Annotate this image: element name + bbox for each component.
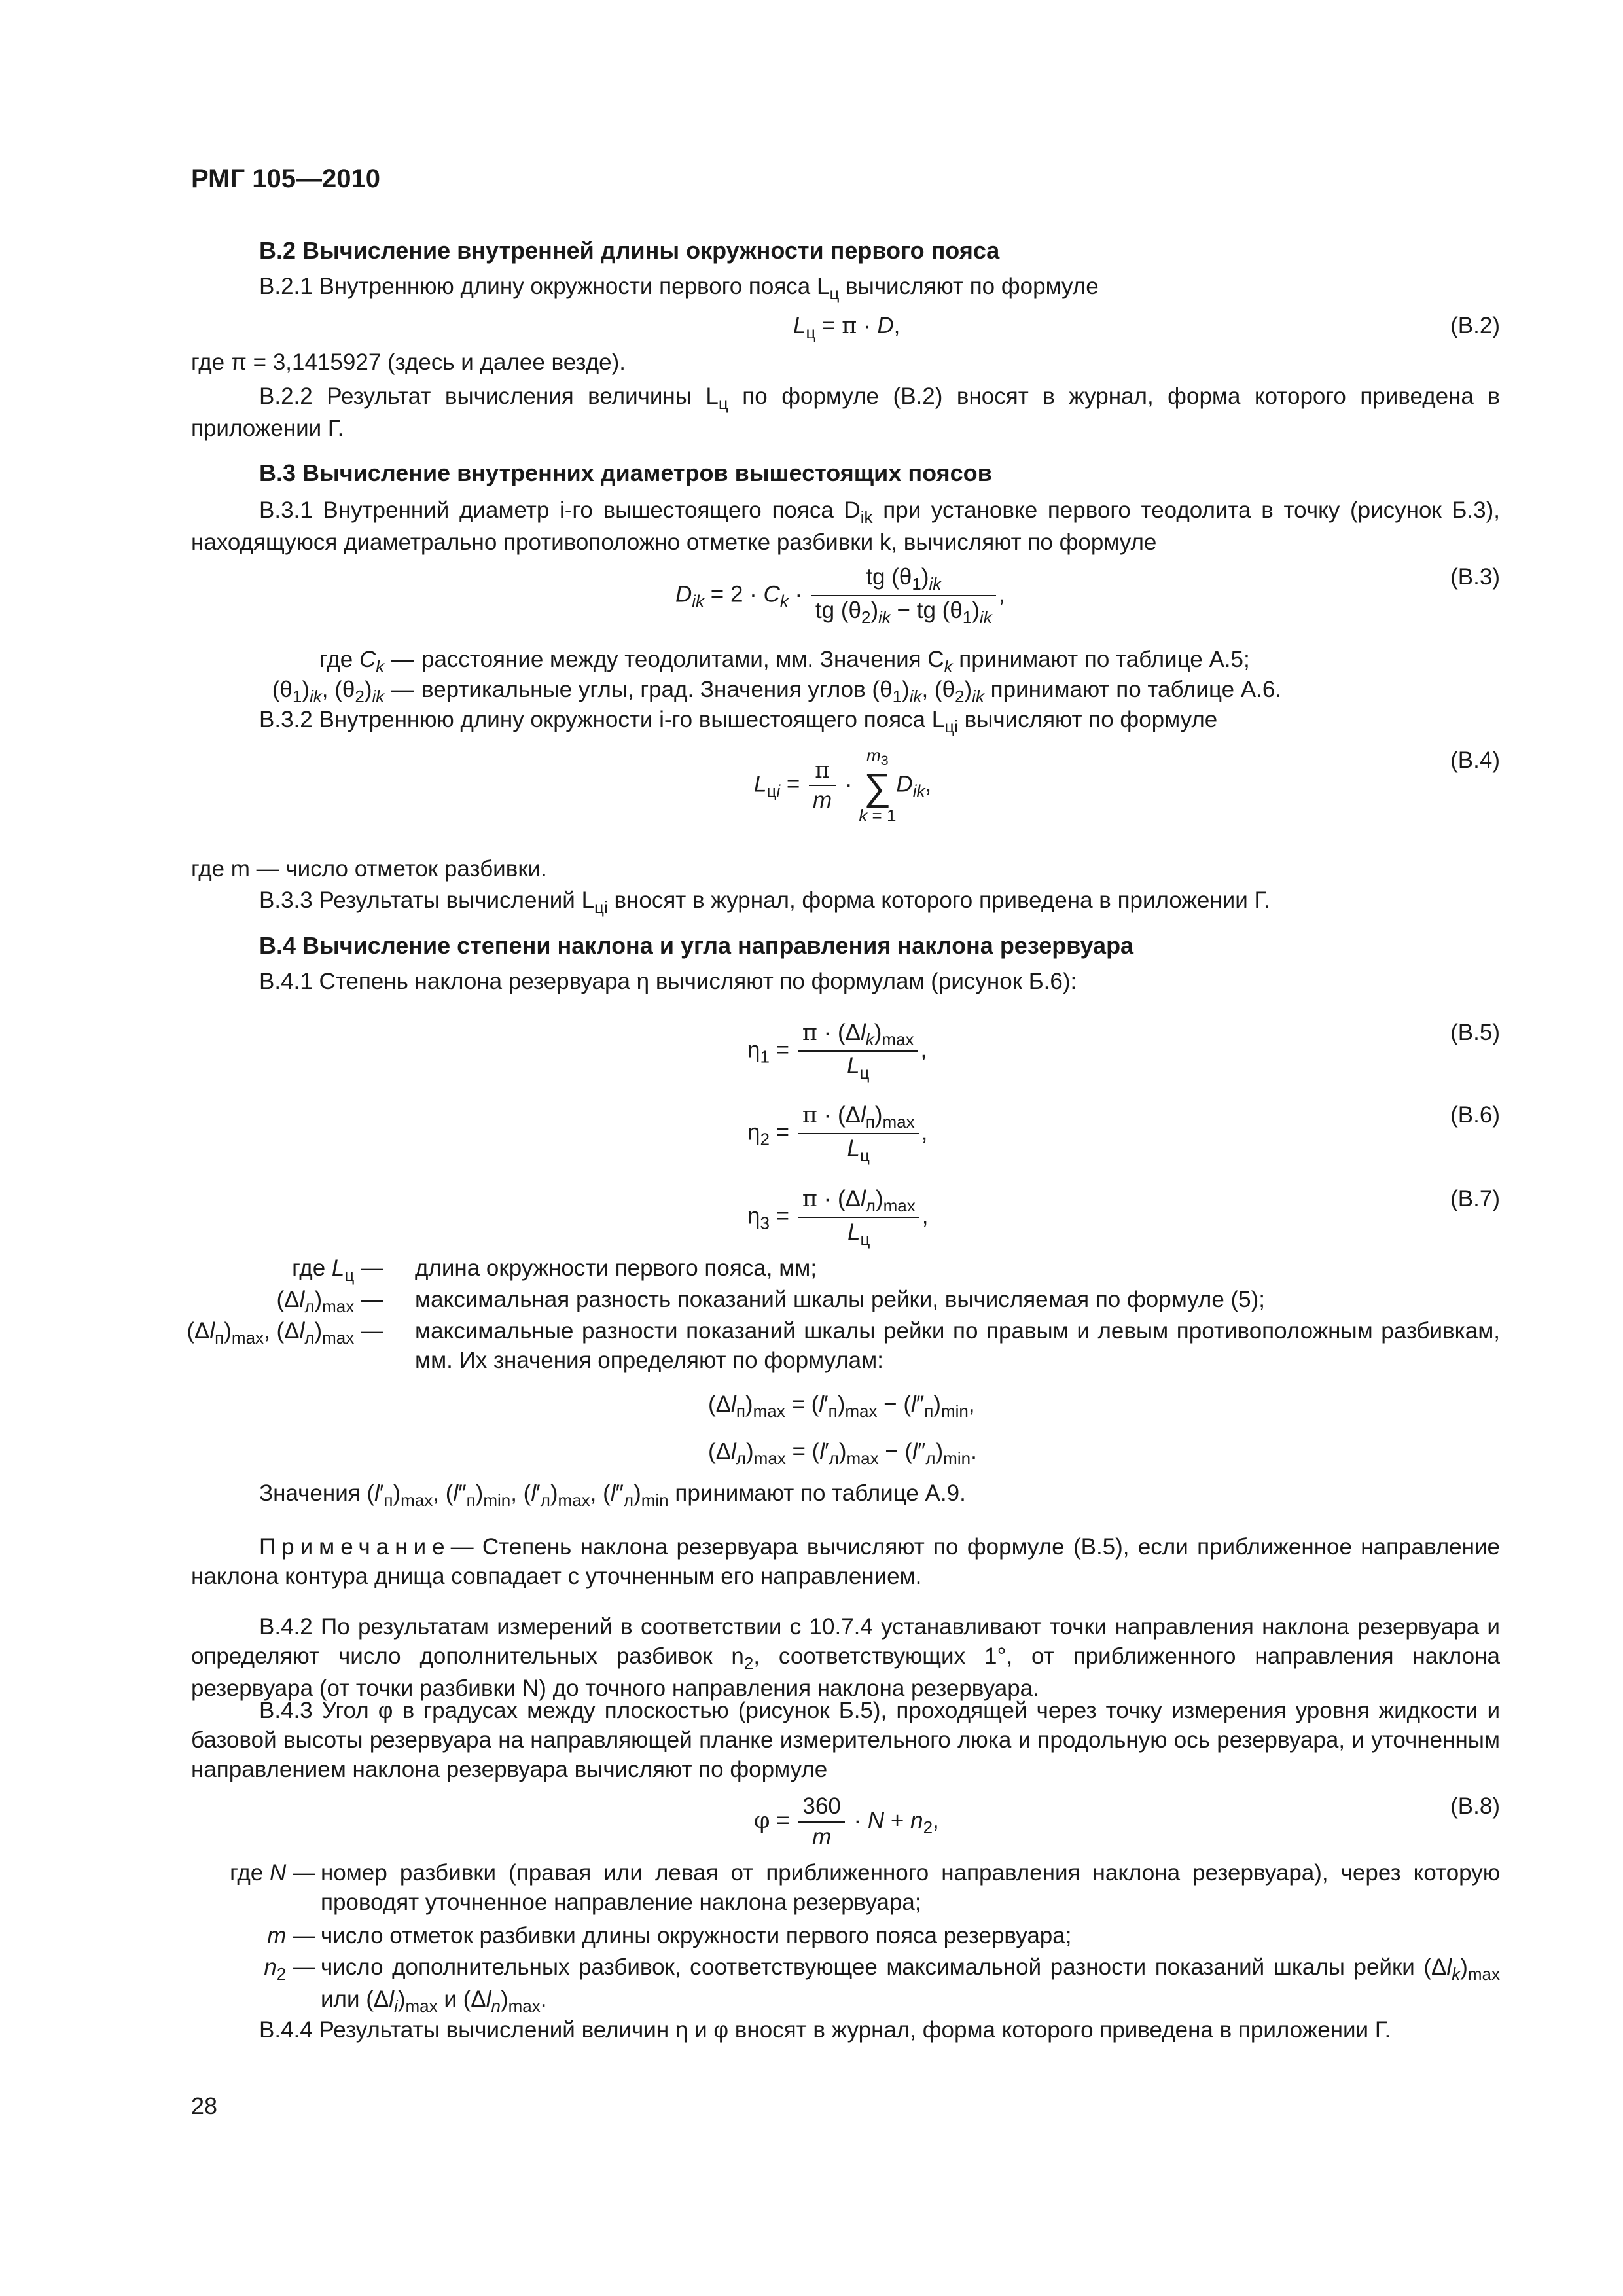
paragraph-b3-1: В.3.1 Внутренний диаметр i-го вышестоящего пояса $D_{ik}$ при установке первого теодолита в точку (рисунок Б.3), находящуюся диаметрально противоположно отметке разбивки k, вычисляют по формуле (191, 497, 1501, 556)
paragraph-b4-1: В.4.1 Степень наклона резервуара η вычисляют по формулам (рисунок Б.6): (259, 969, 1077, 994)
paragraph-b4-3: В.4.3 Угол φ в градусах между плоскостью (рисунок Б.5), проходящей через точку измерения уровня жидкости и базовой высоты резервуара на направляющей планке измерительного люка и продольную ось резервуара, и уточненным направлением наклона резервуара вычисляют по формуле (191, 1698, 1500, 1782)
section-title-b3: В.3 Вычисление внутренних диаметров вышестоящих поясов (259, 459, 992, 486)
formula-b3: $D_{ik} = 2 \cdot C_k$ · $\frac{tg (\theta_1)_{ik}}{tg (\theta_2)_{ik} - tg (\theta_1)_{ik}}$ , (В.3) (675, 564, 1500, 628)
formula-b5: $\eta_1$ = $\frac{\pi \cdot (\Delta l_k)_{max}}{L_ц}$ , (В.5) (747, 1020, 1500, 1083)
formula-b2: $L_ц = \pi \cdot D$, (В.2) (793, 313, 1500, 342)
note: Примечание— Степень наклона резервуара вычисляют по формуле (В.5), если приближенное направление наклона контура днища совпадает с уточненным его направлением. (191, 1534, 1500, 1589)
paragraph-b3-3: В.3.3 Результаты вычислений $L_{цi}$ вносят в журнал, форма которого приведена в приложении Г. (259, 888, 1270, 917)
paragraph-b3-2: В.3.2 Внутреннюю длину окружности i-го вышестоящего пояса $L_{цi}$ вычисляют по формуле (259, 707, 1218, 736)
formula-b8: φ = $\frac{360}{m}$ · $N + n_2$, (В.8) (754, 1793, 1500, 1850)
values-line: Значения $(l'_п)_{max}$, $(l''_п)_{min}$, $(l'_л)_{max}$, $(l''_л)_{min}$ принимают по таблице А.9. (259, 1480, 966, 1510)
section-title-b4: В.4 Вычисление степени наклона и угла направления наклона резервуара (259, 932, 1134, 959)
paragraph-b2-1: В.2.1 Внутреннюю длину окружности первого пояса $L_ц$ вычисляют по формуле (259, 274, 1099, 303)
paragraph-b4-2: В.4.2 По результатам измерений в соответствии с 10.7.4 устанавливают точки направления наклона резервуара и определяют число дополнительных разбивок $n_2$, соответствующих 1°, от приближенного направления наклона резервуара (от точки разбивки N) до точного направления наклона резервуара. (191, 1614, 1500, 1702)
formula-b6: $\eta_2$ = $\frac{\pi \cdot (\Delta l_п)_{max}}{L_ц}$ , (В.6) (747, 1102, 1500, 1166)
page-number: 28 (191, 2092, 218, 2119)
paragraph-b2-where: где π = 3,1415927 (здесь и далее везде). (191, 350, 626, 375)
paragraph-b4-4: В.4.4 Результаты вычислений величин η и φ вносят в журнал, форма которого приведена в приложении Г. (259, 2017, 1391, 2043)
paragraph-b3-where-m: где m — число отметок разбивки. (191, 856, 547, 882)
formula-b7: $\eta_3$ = $\frac{\pi \cdot (\Delta l_л)_{max}}{L_ц}$ , (В.7) (747, 1186, 1500, 1249)
document-header: РМГ 105—2010 (191, 164, 380, 193)
paragraph-b2-2: В.2.2 Результат вычисления величины $L_ц$ по формуле (В.2) вносят в журнал, форма которого приведена в приложении Г. (191, 384, 1500, 442)
section-title-b2: В.2 Вычисление внутренней длины окружности первого пояса (259, 237, 1000, 264)
document-page: РМГ 105—2010 В.2 Вычисление внутренней длины окружности первого пояса В.2.1 Внутреннюю длину окружности первого пояса $L_ц$ вычисляют по формуле $L_ц = \pi \cdot D$, (В.2) где π = 3,1415927 (здесь и далее везде). В.2.2 Результат вычисления величины $L_ц$ по формуле (В.2) вносят в журнал, форма которого приведена в приложении Г. В.3 Вычисление внутренних диаметров вышестоящих поясов В.3.1 Внутренний диаметр i-го вышестоящего пояса $D_{ik}$ при установке первого теодолита в точку (рисунок Б.3), находящуюся диаметрально противоположно отметке разбивки k, вычисляют по формуле $D_{ik} = 2 \cdot C_k$ · $\frac{tg (\theta_1)_{ik}}{tg (\theta_2)_{ik} - tg (\theta_1)_{ik}}$ , (В.3) где $C_k$ — расстояние между теодолитами, мм. Значения $C_k$ принимают по таблице А.5; $(\theta_1)_{ik}$, $(\theta_2)_{ik}$ — вертикальные углы, град. Значения углов $(\theta_1)_{ik}$, $(\theta_2)_{ik}$ принимают по таблице А.6. В.3.2 Внутреннюю длину окружности i-го вышестоящего пояса $L_{цi}$ вычисляют по формуле $L_{цi}$ = $\frac{\pi}{m}$ · $m_3$ ∑ $k = 1D_{ik}$, (В.4) где m — число отметок разбивки. В.3.3 Результаты вычислений $L_{цi}$ вносят в журнал, форма которого приведена в приложении Г. В.4 Вычисление степени наклона и угла направления наклона резервуара В.4.1 Степень наклона резервуара η вычисляют по формулам (рисунок Б.6): $\eta_1$ = $\frac{\pi \cdot (\Delta l_k)_{max}}{L_ц}$ , (В.5) $\eta_2$ = $\frac{\pi \cdot (\Delta l_п)_{max}}{L_ц}$ , (В.6) $\eta_3$ = $\frac{\pi \cdot (\Delta l_л)_{max}}{L_ц}$ , (В.7) где $L_ц$ — длина окружности первого пояса, мм; $(\Delta l_л)_{max}$ — максимальная разность показаний шкалы рейки, вычисляемая по формуле (5); $(\Delta l_п)_{max}$, $(\Delta l_л)_{max}$ — максимальные разности показаний шкалы рейки по правым и левым противоположным разбивкам, мм. Их значения определяют по формулам: $(\Delta l_п)_{max} = (l'_п)_{max} - (l''_п)_{min}$, $(\Delta l_л)_{max} = (l'_л)_{max} - (l''_л)_{min}$. Значения $(l'_п)_{max}$, $(l''_п)_{min}$, $(l'_л)_{max}$, $(l''_л)_{min}$ принимают по таблице А.9. Примечание— Степень наклона резервуара вычисляют по формуле (В.5), если приближенное направление наклона контура днища совпадает с уточненным его направлением. В.4.2 По результатам измерений в соответствии с 10.7.4 устанавливают точки направления наклона резервуара и определяют число дополнительных разбивок $n_2$, соответствующих 1°, от приближенного направления наклона резервуара (от точки разбивки N) до точного направления наклона резервуара. В.4.3 Угол φ в градусах между плоскостью (рисунок Б.5), проходящей через точку измерения уровня жидкости и базовой высоты резервуара на направляющей планке измерительного люка и продольную ось резервуара, и уточненным направлением наклона резервуара вычисляют по формуле φ = $\frac{360}{m}$ · $N + n_2$, (В.8) где N — номер разбивки (правая или левая от приближенного направления наклона резервуара), через которую проводят уточненное направление наклона резервуара; m — число отметок разбивки длины окружности первого пояса резервуара; $n_2$ — число дополнительных разбивок, соответствующее максимальной разности показаний шкалы рейки $(\Delta l_k)_{max}$ или $(\Delta l_i)_{max}$ и $(\Delta l_n)_{max}$. В.4.4 Результаты вычислений величин η и φ вносят в журнал, форма которого приведена в приложении Г. 28 (0, 0, 1623, 2296)
formula-b4: $L_{цi}$ = $\frac{\pi}{m}$ · $m_3$ ∑ $k = 1D_{ik}$, (В.4) (754, 745, 1500, 826)
